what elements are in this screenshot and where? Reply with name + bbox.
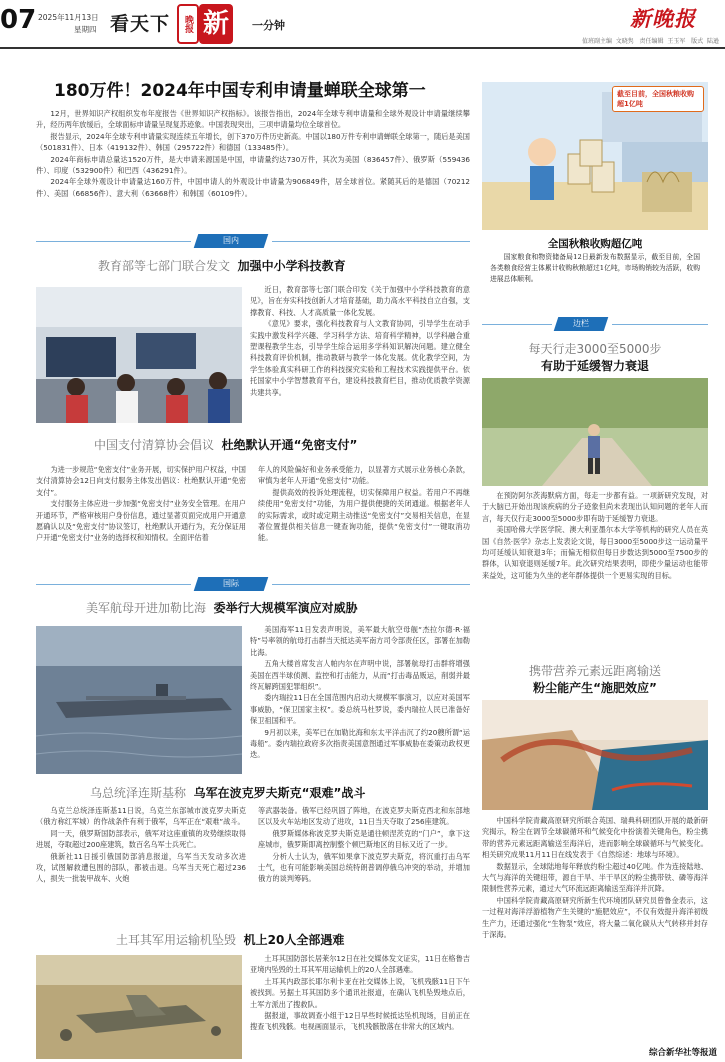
lead-body: 12月，世界知识产权组织发布年度报告《世界知识产权指标》。该报告指出，2024年全球专利申请量和全球外观设计申请量继续攀升，经历两年放缓后，全球面标申请量呈现复苏迹象。中国表现突出，三项申请量均位全球首位。 报告显示，2024年全球专利申请量实现连续五年增长，创下370万件历史新高。中国以180万件专利申请蝉联全球第一，随后是美国（501831件）、日本（419132件）、韩国（295722件）和德国（133485件）。 2024年商标申请总量达1520万件，是大申请来源国是中国，申请量约达730万件，其次为美国（836457件）、俄罗斯（559436件）、印度（532900件）和巴西（436291件）。 2024年全球外观设计申请量达160万件，中国申请人的外观设计申请量为906849件，居全球首位。紧随其后的是德国（70212件）、美国（66856件）、意大利（63668件）和韩国（60109件）。 xyxy=(36,109,470,198)
intl-rule-right xyxy=(272,584,470,585)
grain-body: 国家粮食和物资储备局12日最新发布数据显示，截至目前，全国各类粮食经营主体累计收购秋粮超过1亿吨，市场购销较为活跃，收购进展总体顺利。 xyxy=(490,253,700,283)
domestic-rule-right xyxy=(272,241,470,242)
edu-headline: 教育部等七部门联合发文 加强中小学科技教育 xyxy=(98,259,346,273)
one-minute-label: 一分钟 xyxy=(252,19,285,32)
pay-body-col1: 为进一步规范“免密支付”业务开展，切实保护用户权益，中国支付清算协会12日向支付服务主体发出倡议：杜绝默认开通“免密支付”。 支付服务主体应进一步加强“免密支付”业务安全管理。在用户开通环节，严格审核用户身份信息，通过显著页面完成用户开通意愿确认以及“免密支付”协议签订，杜绝默认开通行为，充分保证用户开通“免密支付”业务的选择权和知情权。全面评估着 xyxy=(36,465,246,543)
crash-photo xyxy=(36,955,242,1059)
dust-illustration xyxy=(482,700,708,810)
grain-box xyxy=(482,82,708,302)
grain-headline: 全国秋粮收购超亿吨 xyxy=(547,238,643,250)
walk-body: 在预防阿尔茨海默病方面，每走一步都有益。一项新研究发现，对于大脑已开始出现该疾病的分子迹象但尚未表现出认知问题的老年人而言，每天仅行走3000至5000步即有助于延缓智力衰退。 美国哈佛大学医学院、澳大利亚墨尔本大学等机构的研究人员在英国《自然·医学》杂志上发表论文说，每日3000至5000步这一运动量平均可延缓认知衰退3年；而偏无相似但每日步数达到5000至7500步的群体，认知衰退则延缓7年。此次研究结果表明，即使少量运动也能带来益处，这可能为久坐的老年群体提供一个更易实现的目标。 xyxy=(482,491,708,580)
domestic-tag: 国内 xyxy=(194,234,269,248)
masthead-rule xyxy=(0,47,725,49)
lead-story xyxy=(36,80,470,199)
grain-banner: 截至目前，全国秋粮收购超1亿吨 xyxy=(612,86,704,112)
dust-headline: 携带营养元素远距离输送 粉尘能产生“施肥效应” xyxy=(528,664,661,695)
lead-headline: 180万件！2024年中国专利申请量蝉联全球第一 xyxy=(54,81,426,101)
issue-date: 2025年11月13日 xyxy=(38,13,99,22)
seal-right: 新 xyxy=(199,4,233,44)
edu-body: 近日，教育部等七部门联合印发《关于加强中小学科技教育的意见》，旨在夯实科技创新人才培育基础，助力高水平科技自立自强，支撑教育、科技、人才高质量一体化发展。 《意见》要求，强化科技教育与人文教育协同，引导学生在动手实践中激发科学兴趣、学习科学方法、培育科学精神，以学科融合重塑课程教学生态，引导学生综合运用多学科知识解决问题。建立健全科技教育评价机制，推动教研与教学一体化发展。优化教学空间，为学生体验真实科研工作的科技探究实验和工程技术实践提供平台。依托国家中小学智慧教育平台，建设科技教育栏目，推动优质教学资源共建共享。 xyxy=(250,285,470,397)
border-rule-left xyxy=(482,324,552,325)
domestic-rule-left xyxy=(36,241,191,242)
carrier-photo xyxy=(36,626,242,774)
international-tag: 国际 xyxy=(194,577,269,591)
grain-illustration xyxy=(482,82,708,230)
border-rule-right xyxy=(612,324,708,325)
dust-body: 中国科学院青藏高原研究所联合英国、瑞典科研团队开展的最新研究揭示，粉尘在调节全球碳循环和气候变化中扮演着关键角色，粉尘携带的营养元素远距离输送至海洋后，进而影响全球碳循环与气候变化。相关研究成果11月11日在线发表于《自然综述：地球与环境》。 数据显示，全球陆地每年释放约粉尘超过40亿吨。作为连接陆地、大气与海洋的关键纽带，源自干旱、半干旱区的粉尘携带铁、磷等海洋限制性营养元素，通过大气环流远距离输送至海洋并沉降。 中国科学院青藏高原研究所新生代环境团队研究员曾鲁金表示，这一过程对海洋浮游植物产生关键的“施肥效应”，不仅有效提升海洋初级生产力，还通过强化“生物泵”效应，将大量二氧化碳从大气转移并封存于深海。 xyxy=(482,816,708,940)
issue-weekday: 星期四 xyxy=(74,25,97,34)
footer-source: 综合新华社等报道 xyxy=(648,1048,717,1058)
page-number: 07 xyxy=(0,5,37,35)
navy-headline: 美军航母开进加勒比海 委举行大规模军演应对威胁 xyxy=(86,601,358,615)
border-tag: 边栏 xyxy=(554,317,609,331)
ukr-body-col2: 等武器装备。俄军已经巩固了阵地，在波克罗夫斯克西北和东部地区以及火车站地区发动了进攻，11日当天夺取了256座建筑。 俄罗斯媒体称波克罗夫斯克是通往顿涅茨克的“门户”，拿下这座城市，俄罗斯即离控制整个顿巴斯地区的目标又近了一步。 分析人士认为，俄军如果拿下波克罗夫斯克，将沉重打击乌军士气，也有可能影响美国总统特朗普调停俄乌冲突的举动，并增加俄方的谈判筹码。 xyxy=(258,806,470,884)
newspaper-logo: 新晚报 xyxy=(630,6,696,31)
seal-left: 晚报 xyxy=(177,4,199,44)
ukr-headline: 乌总统泽连斯基称 乌军在波克罗夫斯克“艰难”战斗 xyxy=(90,786,366,800)
ukr-body-col1: 乌克兰总统泽连斯基11日说，乌克兰东部城市波克罗夫斯克（俄方称红军城）的作战条件有利于俄军，乌军正在“艰难”战斗。 同一天，俄罗斯国防部表示，俄军对这座重镇的攻势继续取得进展，夺取超过200座建筑，数百名乌军士兵死亡。 俄新社11日援引俄国防部消息报道，乌军当天发动多次进攻，试图解救遭包围的部队，都被击退。乌军当天死亡超过236人，损失一批装甲战车、火炮 xyxy=(36,806,246,884)
turk-body: 土耳其国防部长居莱尔12日在社交媒体发文证实，11日在格鲁吉亚境内坠毁的土耳其军用运输机上的20人全部遇难。 土耳其内政部长耶尔利卡亚在社交媒体上说，飞机残骸11日下午被找到。另据土耳其国防多个通讯社报道，在确认飞机坠毁地点后，土军方派出了搜救队。 据报道，事故调查小组于12日早些时候抵达坠机现场，目前正在搜查飞机残骸。电视画面显示，飞机残骸散落在非常大的区域内。 xyxy=(250,954,470,1032)
masthead xyxy=(0,0,725,52)
section-title: 看天下 xyxy=(110,13,171,35)
walk-headline: 每天行走3000至5000步 有助于延缓智力衰退 xyxy=(528,342,662,373)
navy-body: 美国海军11日发表声明说，美军最大航空母舰“杰拉尔德·R·福特”号率领的航母打击群当天抵达美军南方司令部责任区，部署在加勒比海。 五角大楼首席发言人帕内尔在声明中说，部署航母打击群将增强美国在西半球侦测、监控和打击能力，从而“打击毒品贩运，削弱并最终瓦解跨国犯罪组织”。 委内瑞拉11日在全国范围内启动大规模军事演习，以应对美国军事威胁，“保卫国家主权”。委总统马杜罗说，委内瑞拉人民已准备好保卫祖国和平。 9月初以来，美军已在加勒比海和东太平洋击沉了约20艘所谓“运毒船”。委内瑞拉政府多次指责美国意图通过军事威胁在委策动政权更迭。 xyxy=(250,625,470,760)
classroom-photo xyxy=(36,287,242,423)
pay-body-col2: 年人的风险偏好和业务承受能力，以显著方式展示业务核心条款，审慎为老年人开通“免密支付”功能。 提供高效的投诉处理流程，切实保障用户权益。若用户不再继续使用“免密支付”功能，为用户提供便捷的关闭通道。根据老年人的实际需求，或时或定期主动推送“免密支付”交易相关信息，在显著位置提供相关信息一键查询功能，提供“免密支付”一键取消功能。 xyxy=(258,465,470,543)
pay-headline: 中国支付清算协会倡议 杜绝默认开通“免密支付” xyxy=(94,438,358,452)
walking-photo xyxy=(482,378,708,486)
intl-rule-left xyxy=(36,584,191,585)
one-minute-seal xyxy=(177,4,245,44)
turk-headline: 土耳其军用运输机坠毁 机上20人全部遇难 xyxy=(116,933,345,947)
editor-credits: 值班副主编 文晓隽 责任编辑 王玉军 版式 陆逊 xyxy=(581,38,719,45)
